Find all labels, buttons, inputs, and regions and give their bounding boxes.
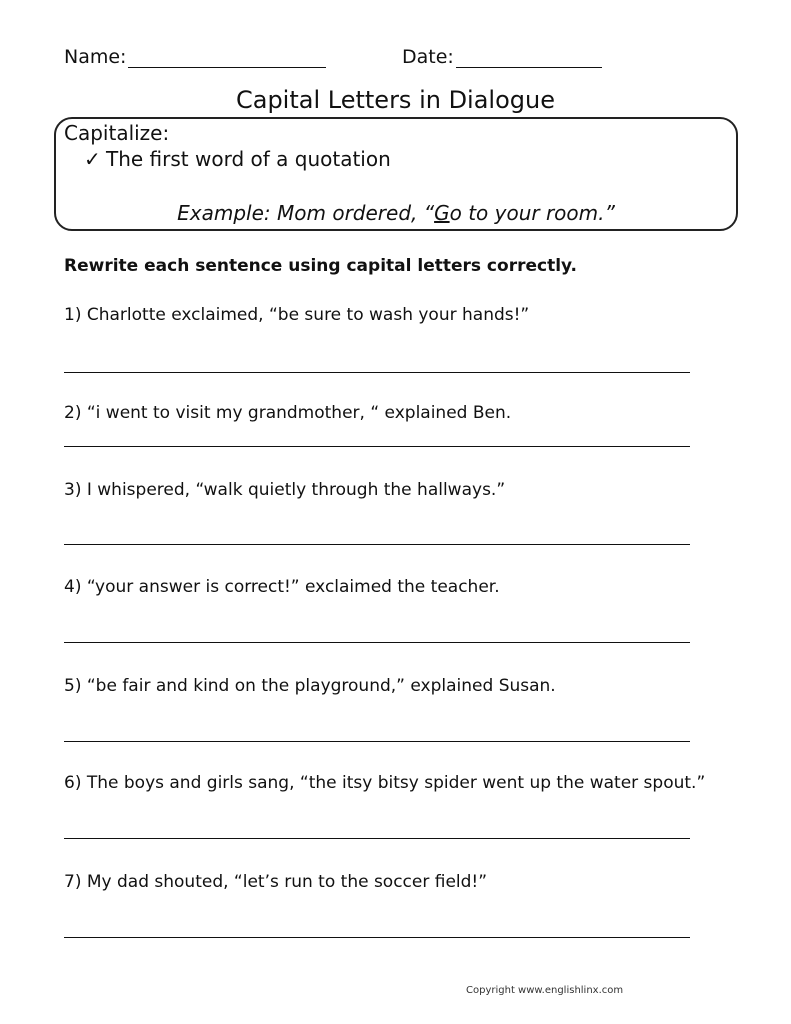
question-1: 1) Charlotte exclaimed, “be sure to wash your hands!”: [64, 305, 530, 325]
answer-line-4[interactable]: [64, 642, 690, 643]
rule-box: [54, 117, 738, 231]
answer-line-6[interactable]: [64, 838, 690, 839]
example-prefix: Example: Mom ordered, “: [177, 201, 435, 225]
date-label: Date:: [402, 46, 454, 68]
answer-line-7[interactable]: [64, 937, 690, 938]
question-2: 2) “i went to visit my grandmother, “ explained Ben.: [64, 403, 512, 423]
question-5: 5) “be fair and kind on the playground,” explained Susan.: [64, 676, 556, 696]
checkmark-icon: ✓: [84, 147, 101, 171]
name-blank-line[interactable]: [128, 67, 326, 68]
instructions: Rewrite each sentence using capital letters correctly.: [64, 256, 577, 276]
answer-line-1[interactable]: [64, 372, 690, 373]
answer-line-3[interactable]: [64, 544, 690, 545]
copyright-text: Copyright www.englishlinx.com: [466, 985, 624, 996]
date-blank-line[interactable]: [456, 67, 602, 68]
example-rest: o to your room.”: [449, 201, 615, 225]
answer-line-2[interactable]: [64, 446, 690, 447]
rule-item: [84, 147, 391, 171]
question-4: 4) “your answer is correct!” exclaimed the teacher.: [64, 577, 500, 597]
rule-heading: Capitalize:: [64, 121, 170, 145]
example-first-letter: G: [434, 201, 450, 225]
question-3: 3) I whispered, “walk quietly through the hallways.”: [64, 480, 506, 500]
answer-line-5[interactable]: [64, 741, 690, 742]
rule-example: [56, 201, 736, 225]
rule-text: The first word of a quotation: [106, 147, 391, 171]
page-title: Capital Letters in Dialogue: [235, 86, 555, 114]
question-7: 7) My dad shouted, “let’s run to the soccer field!”: [64, 872, 488, 892]
question-6: 6) The boys and girls sang, “the itsy bitsy spider went up the water spout.”: [64, 773, 706, 793]
name-label: Name:: [64, 46, 127, 68]
